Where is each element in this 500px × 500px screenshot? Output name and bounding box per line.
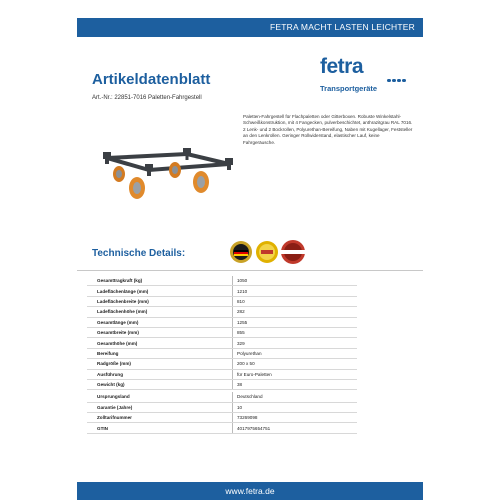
table-row bbox=[87, 327, 357, 337]
wheel-back-right bbox=[169, 162, 181, 178]
table-row bbox=[87, 317, 357, 327]
table-row bbox=[87, 369, 357, 379]
spec-value: für Euro-Paletten bbox=[233, 369, 358, 379]
section-divider bbox=[77, 270, 423, 271]
spec-label: Gesamtlänge (mm) bbox=[87, 317, 233, 327]
table-row bbox=[87, 307, 357, 317]
table-row bbox=[87, 359, 357, 369]
origin-value: 73269098 bbox=[233, 413, 358, 423]
spec-value: Polyurethan bbox=[233, 348, 358, 358]
spec-value: 282 bbox=[233, 307, 358, 317]
origin-label: GTIN bbox=[87, 423, 233, 433]
spec-value: 200 x 50 bbox=[233, 359, 358, 369]
origin-value: 10 bbox=[233, 402, 358, 412]
origin-value: Deutschland bbox=[233, 392, 358, 402]
origin-value: 4017975654751 bbox=[233, 423, 358, 433]
spec-label: Ladeflächenlänge (mm) bbox=[87, 286, 233, 296]
wheel-back-left bbox=[113, 166, 125, 182]
spec-value: 1210 bbox=[233, 286, 358, 296]
spec-value: 1050 bbox=[233, 276, 358, 286]
totalstop-badge-icon bbox=[281, 240, 305, 264]
table-row bbox=[87, 276, 357, 286]
quality-badges bbox=[229, 237, 309, 267]
header-slogan: FETRA MACHT LASTEN LEICHTER bbox=[269, 22, 415, 32]
footer-url-link[interactable]: www.fetra.de bbox=[225, 486, 275, 496]
wheel-front-left bbox=[129, 177, 145, 199]
footer-band bbox=[77, 482, 423, 500]
spec-label: Gesamtbreite (mm) bbox=[87, 327, 233, 337]
spec-label: Radgröße (mm) bbox=[87, 359, 233, 369]
table-row bbox=[87, 338, 357, 348]
technical-details-heading: Technische Details: bbox=[92, 248, 186, 259]
spec-label: Ausführung bbox=[87, 369, 233, 379]
spec-label: Ladeflächenbreite (mm) bbox=[87, 296, 233, 306]
logo-subtitle: Transportgeräte bbox=[320, 84, 378, 93]
spec-value: 1255 bbox=[233, 317, 358, 327]
page-title: Artikeldatenblatt bbox=[92, 71, 211, 88]
spec-value: 855 bbox=[233, 327, 358, 337]
article-number: Art.-Nr.: 22851-7016 Paletten-Fahrgestell bbox=[92, 95, 202, 101]
logo-brand: fetra bbox=[320, 55, 364, 78]
table-row bbox=[87, 392, 357, 402]
spec-label: Ladeflächenhöhe (mm) bbox=[87, 307, 233, 317]
spec-value: 38 bbox=[233, 379, 358, 389]
table-row bbox=[87, 286, 357, 296]
table-row bbox=[87, 402, 357, 412]
logo-dots-icon bbox=[387, 69, 407, 87]
spec-value: 329 bbox=[233, 338, 358, 348]
table-row bbox=[87, 296, 357, 306]
spec-label: Gewicht (kg) bbox=[87, 379, 233, 389]
datasheet-page bbox=[77, 0, 423, 500]
pallet-dolly-image bbox=[97, 118, 235, 202]
spec-label: Gesamttragkraft (kg) bbox=[87, 276, 233, 286]
table-row bbox=[87, 423, 357, 433]
spec-label: Gesamthöhe (mm) bbox=[87, 338, 233, 348]
spec-value: 810 bbox=[233, 296, 358, 306]
table-row bbox=[87, 348, 357, 358]
specifications-table bbox=[87, 276, 357, 434]
made-in-germany-badge-icon bbox=[230, 241, 252, 263]
table-row bbox=[87, 379, 357, 389]
table-row bbox=[87, 413, 357, 423]
origin-label: Zolltarifnummer bbox=[87, 413, 233, 423]
header-band bbox=[77, 18, 423, 37]
origin-label: Ursprungsland bbox=[87, 392, 233, 402]
wheel-front-right bbox=[193, 171, 209, 193]
origin-label: Garantie (Jahre) bbox=[87, 402, 233, 412]
product-description: Paletten-Fahrgestell für Flachpaletten oder Gitterboxen. Robuste Winkelstahl-Schweißkonstruktion, mit 4 Fangecken, pulverbeschichtet, anthrazitgrau RAL 7016. 2 Lenk- und 2 Bockrollen, Polyurethan-Bereifung, Naben mit Kugellager, Feststeller an den Lenkrollen. Geringer Rollwiderstand, elastischer Lauf, keine Fahrgeräusche. bbox=[243, 114, 413, 145]
fetra-logo bbox=[320, 55, 410, 95]
spec-label: Bereifung bbox=[87, 348, 233, 358]
warranty-badge-icon bbox=[256, 241, 278, 263]
